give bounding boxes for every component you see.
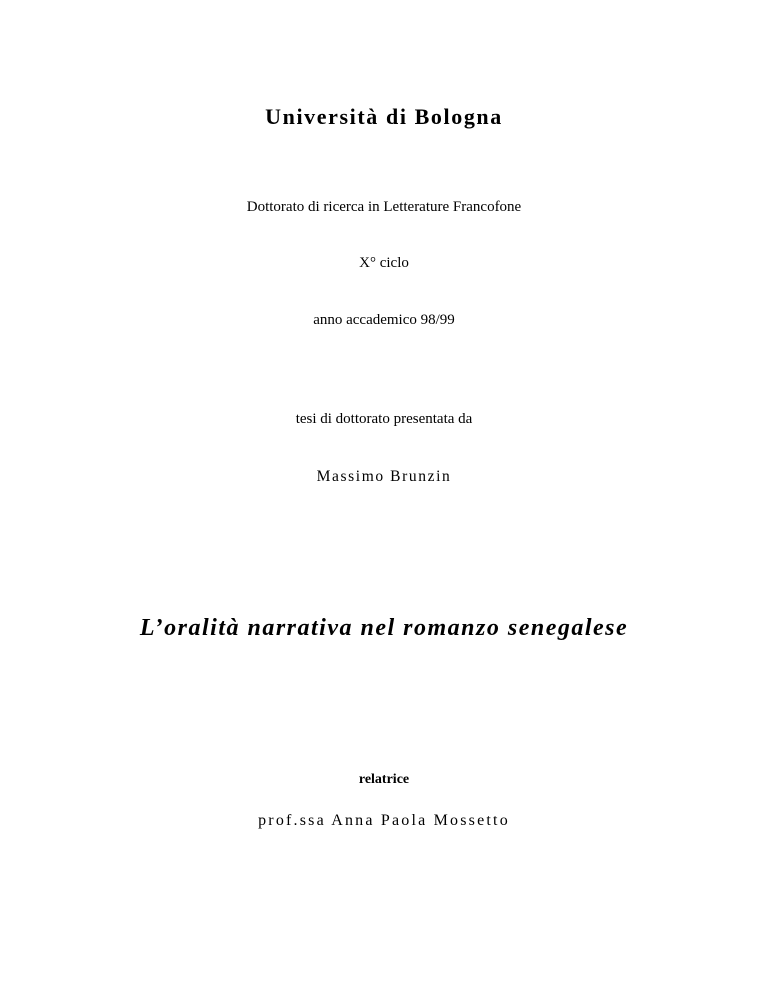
doctoral-program: Dottorato di ricerca in Letterature Francofone [246, 199, 522, 215]
academic-year: anno accademico 98/99 [313, 312, 455, 328]
presented-by-label: tesi di dottorato presentata da [295, 411, 473, 427]
author-name: Massimo Brunzin [316, 468, 452, 485]
university-name: Università di Bologna [265, 104, 503, 129]
doctoral-cycle: X° ciclo [359, 255, 409, 271]
advisor-label: relatrice [358, 772, 410, 787]
advisor-name: prof.ssa Anna Paola Mossetto [258, 812, 510, 829]
thesis-title: L’oralità narrativa nel romanzo senegalese [139, 615, 629, 641]
